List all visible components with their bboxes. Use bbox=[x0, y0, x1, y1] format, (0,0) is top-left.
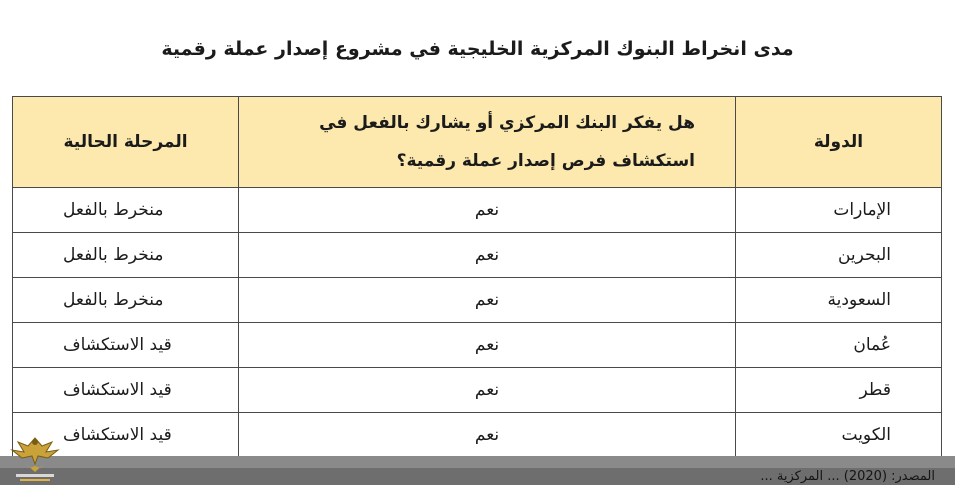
table-header-row bbox=[13, 97, 942, 188]
stage-cell: قيد الاستكشاف bbox=[13, 368, 239, 413]
answer-cell: نعم bbox=[239, 368, 736, 413]
footer-bar bbox=[0, 456, 955, 485]
country-cell: قطر bbox=[736, 368, 942, 413]
country-cell: السعودية bbox=[736, 278, 942, 323]
country-cell: الكويت bbox=[736, 413, 942, 458]
footer-strip bbox=[0, 456, 955, 468]
table-row bbox=[13, 188, 942, 233]
table-row bbox=[13, 323, 942, 368]
answer-cell: نعم bbox=[239, 323, 736, 368]
stage-cell: منخرط بالفعل bbox=[13, 188, 239, 233]
answer-cell: نعم bbox=[239, 233, 736, 278]
table-row bbox=[13, 413, 942, 458]
stage-cell: قيد الاستكشاف bbox=[13, 413, 239, 458]
stage-cell: منخرط بالفعل bbox=[13, 233, 239, 278]
answer-cell: نعم bbox=[239, 188, 736, 233]
header-question: هل يفكر البنك المركزي أو يشارك بالفعل في استكشاف فرص إصدار عملة رقمية؟ bbox=[239, 97, 736, 188]
stage-cell: قيد الاستكشاف bbox=[13, 323, 239, 368]
stage-cell: منخرط بالفعل bbox=[13, 278, 239, 323]
answer-cell: نعم bbox=[239, 278, 736, 323]
country-cell: الإمارات bbox=[736, 188, 942, 233]
page-title: مدى انخراط البنوك المركزية الخليجية في مشروع إصدار عملة رقمية bbox=[161, 38, 794, 60]
answer-cell: نعم bbox=[239, 413, 736, 458]
table-row bbox=[13, 368, 942, 413]
table-row bbox=[13, 233, 942, 278]
eagle-emblem-icon bbox=[4, 428, 66, 485]
cbdc-table bbox=[12, 96, 942, 458]
country-cell: البحرين bbox=[736, 233, 942, 278]
header-country: الدولة bbox=[736, 97, 942, 188]
table-row bbox=[13, 278, 942, 323]
footer-source-text: المصدر: (2020) ... المركزية ... bbox=[760, 469, 935, 484]
country-cell: عُمان bbox=[736, 323, 942, 368]
header-stage: المرحلة الحالية bbox=[13, 97, 239, 188]
